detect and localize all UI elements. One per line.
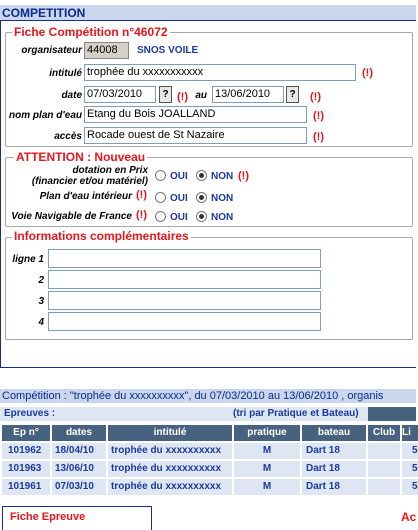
- competition-summary-bar: Compétition : "trophée du xxxxxxxxxx", du 07/03/2010 au 13/06/2010 , organis: [0, 389, 416, 403]
- cell-bateau: Dart 18: [302, 479, 366, 495]
- cell-bateau: Dart 18: [302, 443, 366, 459]
- au-label: au: [195, 90, 207, 101]
- cell-ep-num[interactable]: 101961: [2, 479, 50, 495]
- dotation-non-label: NON: [211, 171, 234, 182]
- fiche-competition-legend: Fiche Compétition n°46072: [14, 25, 168, 39]
- voie-navigable-non-label: NON: [211, 212, 234, 223]
- cell-intitule: trophée du xxxxxxxxxx: [108, 479, 232, 495]
- plan-eau-required-mark: (!): [313, 110, 324, 122]
- col-intitule[interactable]: intitulé: [108, 425, 232, 441]
- ligne4-label: 4: [38, 317, 44, 328]
- cell-date: 18/04/10: [52, 443, 106, 459]
- cell-li: 5: [402, 443, 418, 459]
- voie-navigable-required-mark: (!): [136, 209, 147, 221]
- cell-pratique: M: [234, 461, 300, 477]
- cell-pratique: M: [234, 479, 300, 495]
- cell-ep-num[interactable]: 101963: [2, 461, 50, 477]
- dotation-label-line1: dotation en Prix: [72, 165, 148, 176]
- plan-interieur-oui-label: OUI: [170, 193, 188, 204]
- cell-ep-num[interactable]: 101962: [2, 443, 50, 459]
- fiche-epreuve-label: Fiche Epreuve: [10, 511, 86, 523]
- cell-club: [368, 443, 400, 459]
- cell-club: [368, 479, 400, 495]
- ligne3-label: 3: [38, 296, 44, 307]
- ligne4-input[interactable]: [48, 312, 321, 331]
- col-li[interactable]: Li: [402, 425, 418, 441]
- actions-label: Ac: [401, 510, 417, 524]
- organisateur-field: 44008: [84, 42, 129, 59]
- acces-input[interactable]: Rocade ouest de St Nazaire: [84, 127, 307, 144]
- voie-navigable-oui-label: OUI: [170, 212, 188, 223]
- page-title: COMPETITION: [0, 5, 416, 21]
- ligne2-label: 2: [38, 275, 44, 286]
- infos-legend: Informations complémentaires: [14, 229, 189, 243]
- cell-intitule: trophée du xxxxxxxxxx: [108, 461, 232, 477]
- acces-label: accès: [54, 131, 82, 142]
- col-club[interactable]: Club: [368, 425, 400, 441]
- attention-legend: ATTENTION : Nouveau: [16, 150, 146, 164]
- ligne2-input[interactable]: [48, 270, 321, 289]
- organisateur-label: organisateur: [21, 45, 82, 56]
- cell-li: 5: [402, 479, 418, 495]
- dotation-label-line2: (financier et/ou matériel): [31, 176, 148, 187]
- dotation-required-mark: (!): [238, 170, 249, 182]
- organisateur-name: SNOS VOILE: [137, 45, 199, 56]
- cell-date: 07/03/10: [52, 479, 106, 495]
- voie-navigable-oui-radio[interactable]: [155, 211, 166, 222]
- voie-navigable-label: Voie Navigable de France: [11, 211, 132, 222]
- cell-bateau: Dart 18: [302, 461, 366, 477]
- date-from-required-mark: (!): [177, 91, 188, 103]
- col-ep-num[interactable]: Ep n°: [2, 425, 50, 441]
- plan-interieur-label: Plan d'eau intérieur: [39, 191, 132, 202]
- date-label: date: [61, 90, 82, 101]
- cell-date: 13/06/10: [52, 461, 106, 477]
- dotation-oui-label: OUI: [170, 171, 188, 182]
- cell-pratique: M: [234, 443, 300, 459]
- intitule-label: intitulé: [49, 68, 82, 79]
- cell-li: 5: [402, 461, 418, 477]
- date-to-required-mark: (!): [310, 91, 321, 103]
- date-to-picker-button[interactable]: ?: [286, 86, 299, 103]
- date-to-input[interactable]: 13/06/2010: [212, 86, 284, 103]
- date-from-input[interactable]: 07/03/2010: [84, 86, 156, 103]
- col-pratique[interactable]: pratique: [234, 425, 300, 441]
- cell-club: [368, 461, 400, 477]
- dotation-oui-radio[interactable]: [155, 170, 166, 181]
- date-from-picker-button[interactable]: ?: [159, 86, 172, 103]
- intitule-input[interactable]: trophée du xxxxxxxxxxx: [84, 64, 356, 81]
- col-bateau[interactable]: bateau: [302, 425, 366, 441]
- plan-eau-input[interactable]: Etang du Bois JOALLAND: [84, 106, 307, 123]
- plan-interieur-oui-radio[interactable]: [155, 192, 166, 203]
- dotation-non-radio[interactable]: [196, 170, 207, 181]
- intitule-required-mark: (!): [362, 67, 373, 79]
- acces-required-mark: (!): [313, 131, 324, 143]
- tri-note: (tri par Pratique et Bateau): [233, 408, 359, 419]
- epreuves-header-dark: [368, 407, 416, 421]
- plan-interieur-required-mark: (!): [136, 189, 147, 201]
- cell-intitule: trophée du xxxxxxxxxx: [108, 443, 232, 459]
- voie-navigable-non-radio[interactable]: [196, 211, 207, 222]
- plan-interieur-non-label: NON: [211, 193, 234, 204]
- plan-eau-label: nom plan d'eau: [9, 110, 82, 121]
- plan-interieur-non-radio[interactable]: [196, 192, 207, 203]
- epreuves-title: Epreuves :: [4, 408, 56, 419]
- ligne3-input[interactable]: [48, 291, 321, 310]
- col-dates[interactable]: dates: [52, 425, 106, 441]
- ligne1-label: ligne 1: [12, 254, 44, 265]
- ligne1-input[interactable]: [48, 249, 321, 268]
